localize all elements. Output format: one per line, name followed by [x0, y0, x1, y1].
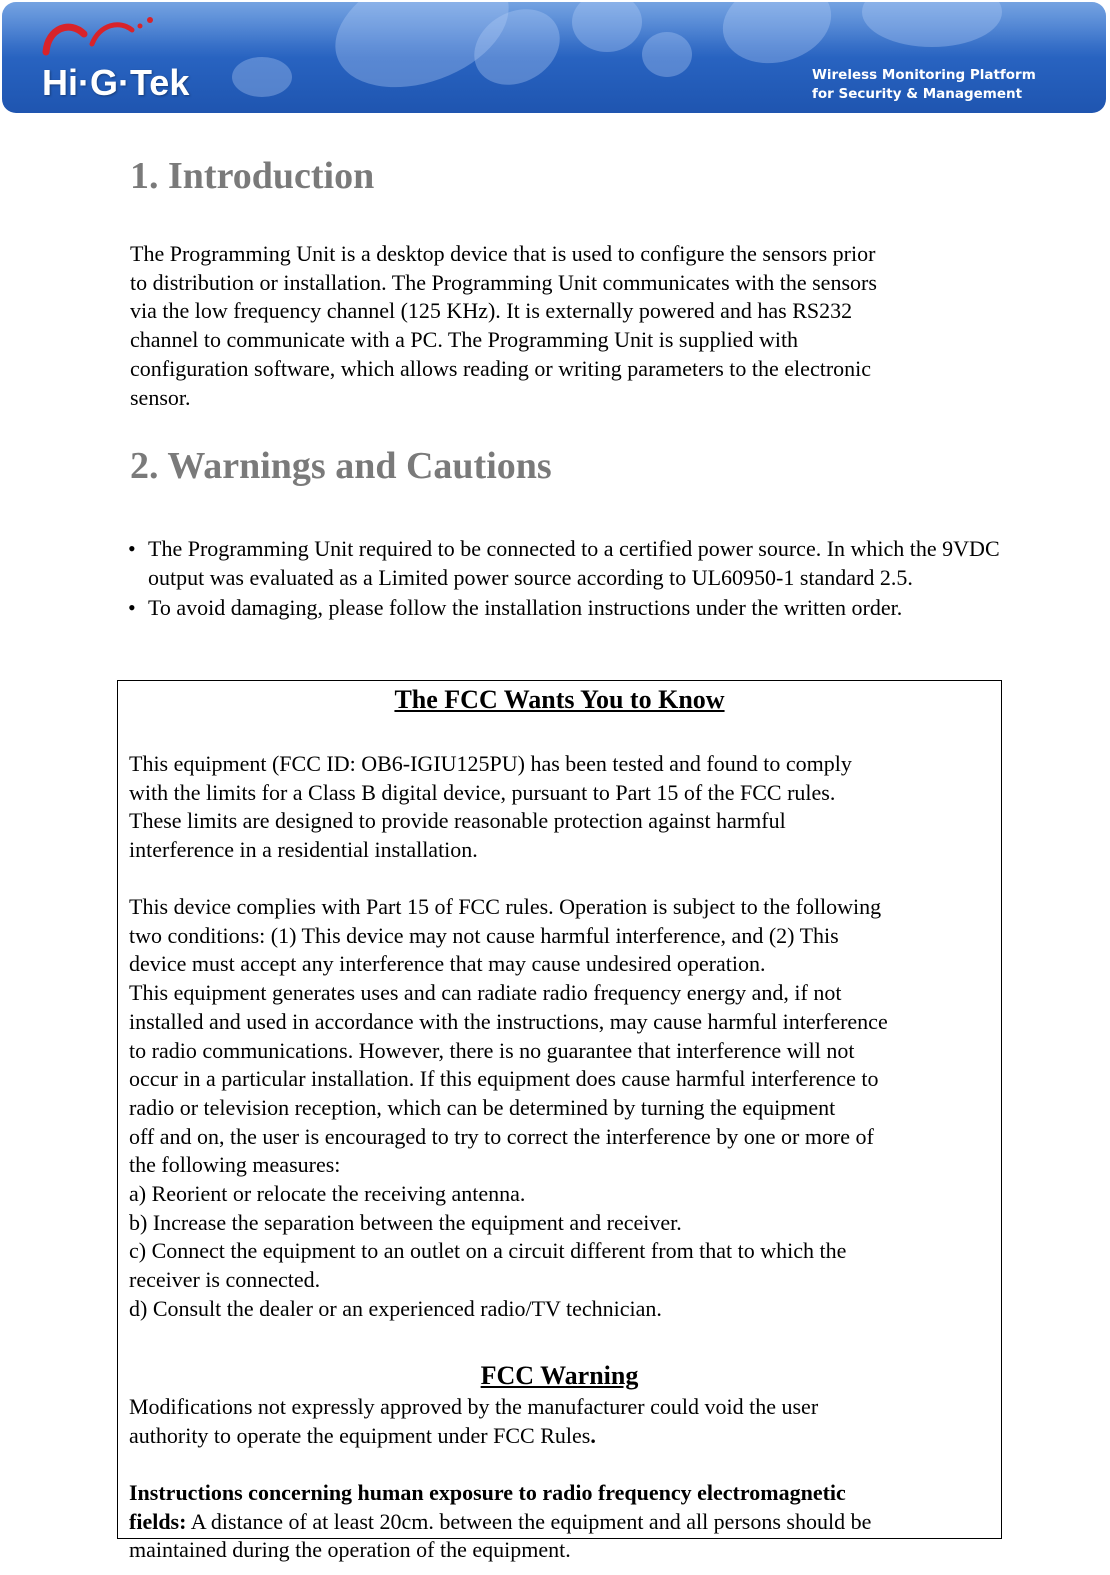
fcc-warning-paragraph	[129, 1393, 999, 1450]
warnings-list	[128, 535, 1018, 625]
banner-decoration	[232, 57, 292, 97]
fcc-warning-title: FCC Warning	[480, 1361, 639, 1390]
text-line: to distribution or installation. The Programming Unit communicates with the sensors	[130, 269, 877, 295]
fcc-compliance-paragraph	[129, 893, 999, 1324]
fcc-notice-box	[117, 680, 1002, 1563]
text-line: installed and used in accordance with the instructions, may cause harmful interference	[129, 1008, 888, 1034]
text-segment: authority to operate the equipment under FCC Rules	[129, 1422, 591, 1448]
text-line: This equipment (FCC ID: OB6-IGIU125PU) has been tested and found to comply	[129, 751, 852, 776]
banner-decoration	[642, 32, 692, 77]
text-line	[129, 1422, 999, 1451]
text-line: to radio communications. However, there is no guarantee that interference will not	[129, 1037, 855, 1063]
introduction-paragraph	[130, 240, 1000, 412]
text-line: maintained during the operation of the equipment.	[129, 1537, 571, 1563]
text-line: with the limits for a Class B digital device, pursuant to Part 15 of the FCC rules.	[129, 779, 836, 805]
list-item	[128, 594, 1018, 623]
text-line: This device complies with Part 15 of FCC rules. Operation is subject to the following	[129, 894, 882, 919]
section-heading-warnings: 2. Warnings and Cautions	[130, 445, 552, 487]
text-segment: fields:	[129, 1508, 187, 1534]
text-line: via the low frequency channel (125 KHz). It is externally powered and has RS232	[130, 298, 853, 324]
logo-swoosh-icon	[40, 14, 170, 64]
list-item	[128, 535, 1010, 592]
text-line: b) Increase the separation between the equipment and receiver.	[129, 1209, 682, 1235]
text-line: radio or television reception, which can be determined by turning the equipment	[129, 1094, 836, 1120]
list-item-text: To avoid damaging, please follow the installation instructions under the written order.	[148, 595, 903, 621]
text-line: a) Reorient or relocate the receiving antenna.	[129, 1181, 526, 1207]
fcc-box-title: The FCC Wants You to Know	[394, 685, 725, 714]
text-line: device must accept any interference that may cause undesired operation.	[129, 951, 766, 977]
text-line: receiver is connected.	[129, 1267, 321, 1293]
text-segment: .	[590, 1422, 596, 1448]
company-logo: Hi·G·Tek	[42, 62, 190, 103]
text-line: Modifications not expressly approved by the manufacturer could void the user	[129, 1394, 819, 1419]
text-line: sensor.	[130, 384, 191, 410]
text-line: d) Consult the dealer or an experienced radio/TV technician.	[129, 1295, 662, 1321]
text-segment: A distance of at least 20cm. between the equipment and all persons should be	[186, 1508, 872, 1534]
tagline-line: for Security & Management	[812, 86, 1023, 102]
text-line: occur in a particular installation. If this equipment does cause harmful interference to	[129, 1066, 879, 1092]
text-line: off and on, the user is encouraged to try to correct the interference by one or more of	[129, 1123, 874, 1149]
bullet-icon: •	[128, 595, 136, 621]
text-line: The Programming Unit is a desktop device that is used to configure the sensors prior	[130, 241, 876, 266]
text-line: This equipment generates uses and can radiate radio frequency energy and, if not	[129, 980, 842, 1006]
text-line: configuration software, which allows reading or writing parameters to the electronic	[130, 355, 872, 381]
text-line: channel to communicate with a PC. The Programming Unit is supplied with	[130, 327, 799, 353]
text-line: the following measures:	[129, 1152, 341, 1178]
text-line: interference in a residential installation.	[129, 837, 478, 863]
list-item-text: The Programming Unit required to be connected to a certified power source. In which the 9VDC output was evaluated as a Limited power source according to UL60950-1 standard 2.5.	[148, 536, 1000, 590]
rf-exposure-paragraph	[129, 1479, 999, 1565]
text-line: c) Connect the equipment to an outlet on a circuit different from that to which the	[129, 1238, 847, 1264]
header-banner	[2, 2, 1106, 113]
text-line: Instructions concerning human exposure to radio frequency electromagnetic	[129, 1480, 846, 1505]
tagline-line: Wireless Monitoring Platform	[812, 67, 1036, 83]
text-line: These limits are designed to provide reasonable protection against harmful	[129, 808, 786, 834]
section-heading-introduction: 1. Introduction	[130, 155, 375, 197]
bullet-icon: •	[128, 536, 136, 561]
text-line	[129, 1508, 999, 1537]
text-line: two conditions: (1) This device may not cause harmful interference, and (2) This	[129, 922, 839, 948]
header-tagline	[812, 66, 1036, 104]
banner-decoration	[714, 2, 841, 75]
fcc-paragraph	[129, 750, 999, 865]
